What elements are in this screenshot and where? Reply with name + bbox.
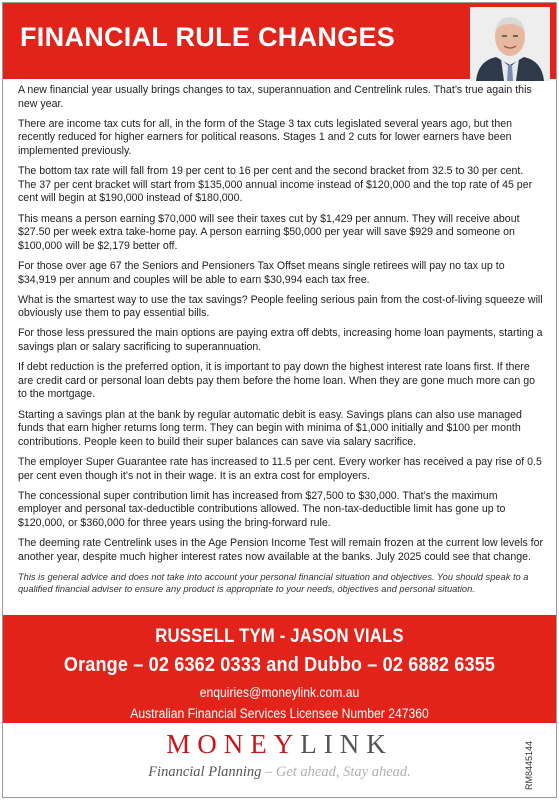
paragraph: For those less pressured the main options are paying extra off debts, increasing home loan payments, starting a savings plan or salary sacrificing to superannuation. — [18, 327, 543, 354]
moneylink-logo — [0, 728, 559, 781]
contact-banner — [3, 615, 556, 723]
paragraph: This means a person earning $70,000 will see their taxes cut by $1,429 per annum. They will receive about $27.50 per week extra take-home pay. A person earning $50,000 per year will save $929 and someone on $100,000 will be $2,179 better off. — [18, 212, 520, 252]
paragraph: Starting a savings plan at the bank by regular automatic debit is easy. Savings plans can also use managed funds that earn higher returns long term. They can begin with minima of $1,000 initially and $100 per month contributions. People keen to build their super balances can save via salary sacrifice. — [18, 408, 522, 448]
adviser-portrait-icon — [470, 7, 550, 81]
adviser-names: RUSSELL TYM - JASON VIALS — [155, 626, 404, 647]
paragraph: What is the smartest way to use the tax savings? People feeling serious pain from the cost-of-living squeeze will obviously use them to pay essential bills. — [18, 293, 543, 320]
adviser-photo — [470, 7, 550, 81]
disclaimer: This is general advice and does not take into account your personal financial situation and objectives. You should speak to a qualified financial adviser to ensure any product is appropriate to your needs, objectives and personal situation. — [18, 571, 529, 595]
license-number: Australian Financial Services Licensee Number 247360 — [130, 706, 429, 721]
paragraph: The deeming rate Centrelink uses in the Age Pension Income Test will remain frozen at the current low levels for another year, despite much higher interest rates now available at the banks. July 2025 could see that change. — [18, 537, 544, 563]
logo-word-link: LINK — [300, 729, 393, 759]
paragraph: The employer Super Guarantee rate has increased to 11.5 per cent. Every worker has received a pay rise of 0.5 per cent even though it’s not in their wage. It is an extra cost for employers. — [18, 456, 542, 482]
paragraph: If debt reduction is the preferred option, it is important to pay down the highest interest rate loans first. If there are credit card or personal loan debts pay them before the home loan. When they are gone much more can go to the mortgage. — [18, 361, 536, 401]
logo-tag-slogan: Get ahead, Stay ahead. — [275, 764, 411, 780]
paragraph: There are income tax cuts for all, in the form of the Stage 3 tax cuts legislated several years ago, but then recently reduced for higher earners for political reasons. Stages 1 and 2 cuts for lower earners have been implemented previously. — [18, 117, 513, 157]
article-body — [18, 84, 544, 602]
logo-tag-main: Financial Planning — [148, 764, 262, 780]
logo-wordmark — [0, 728, 559, 760]
logo-tagline — [0, 764, 559, 781]
logo-word-money: MONEY — [166, 729, 301, 759]
page-title: FINANCIAL RULE CHANGES — [20, 22, 396, 52]
paragraph: A new financial year usually brings changes to tax, superannuation and Centrelink rules. That’s true again this new year. — [18, 84, 532, 110]
email-address: enquiries@moneylink.com.au — [199, 685, 360, 700]
paragraph: The bottom tax rate will fall from 19 per cent to 16 per cent and the second bracket from 32.5 to 30 per cent. The 37 per cent bracket will start from $135,000 annual income instead of $120,000 and the top rate of 45 per cent will begin at $190,000 instead of $180,000. — [18, 165, 533, 205]
paragraph: The concessional super contribution limit has increased from $27,500 to $30,000. That’s the maximum employer and personal tax-deductible contributions allowed. The non-tax-deductible limit has gone up to $120,000, or $360,000 for three years using the bring-forward rule. — [18, 489, 506, 529]
phone-numbers: Orange – 02 6362 0333 and Dubbo – 02 6882 6355 — [63, 653, 496, 676]
logo-tag-dash: – — [265, 764, 273, 780]
header-banner — [3, 3, 556, 79]
ad-reference-code: RM8445144 — [524, 740, 534, 790]
paragraph: For those over age 67 the Seniors and Pensioners Tax Offset means single retirees will pay no tax up to $34,919 per annum and couples will be able to earn $30,994 each tax free. — [18, 259, 505, 286]
